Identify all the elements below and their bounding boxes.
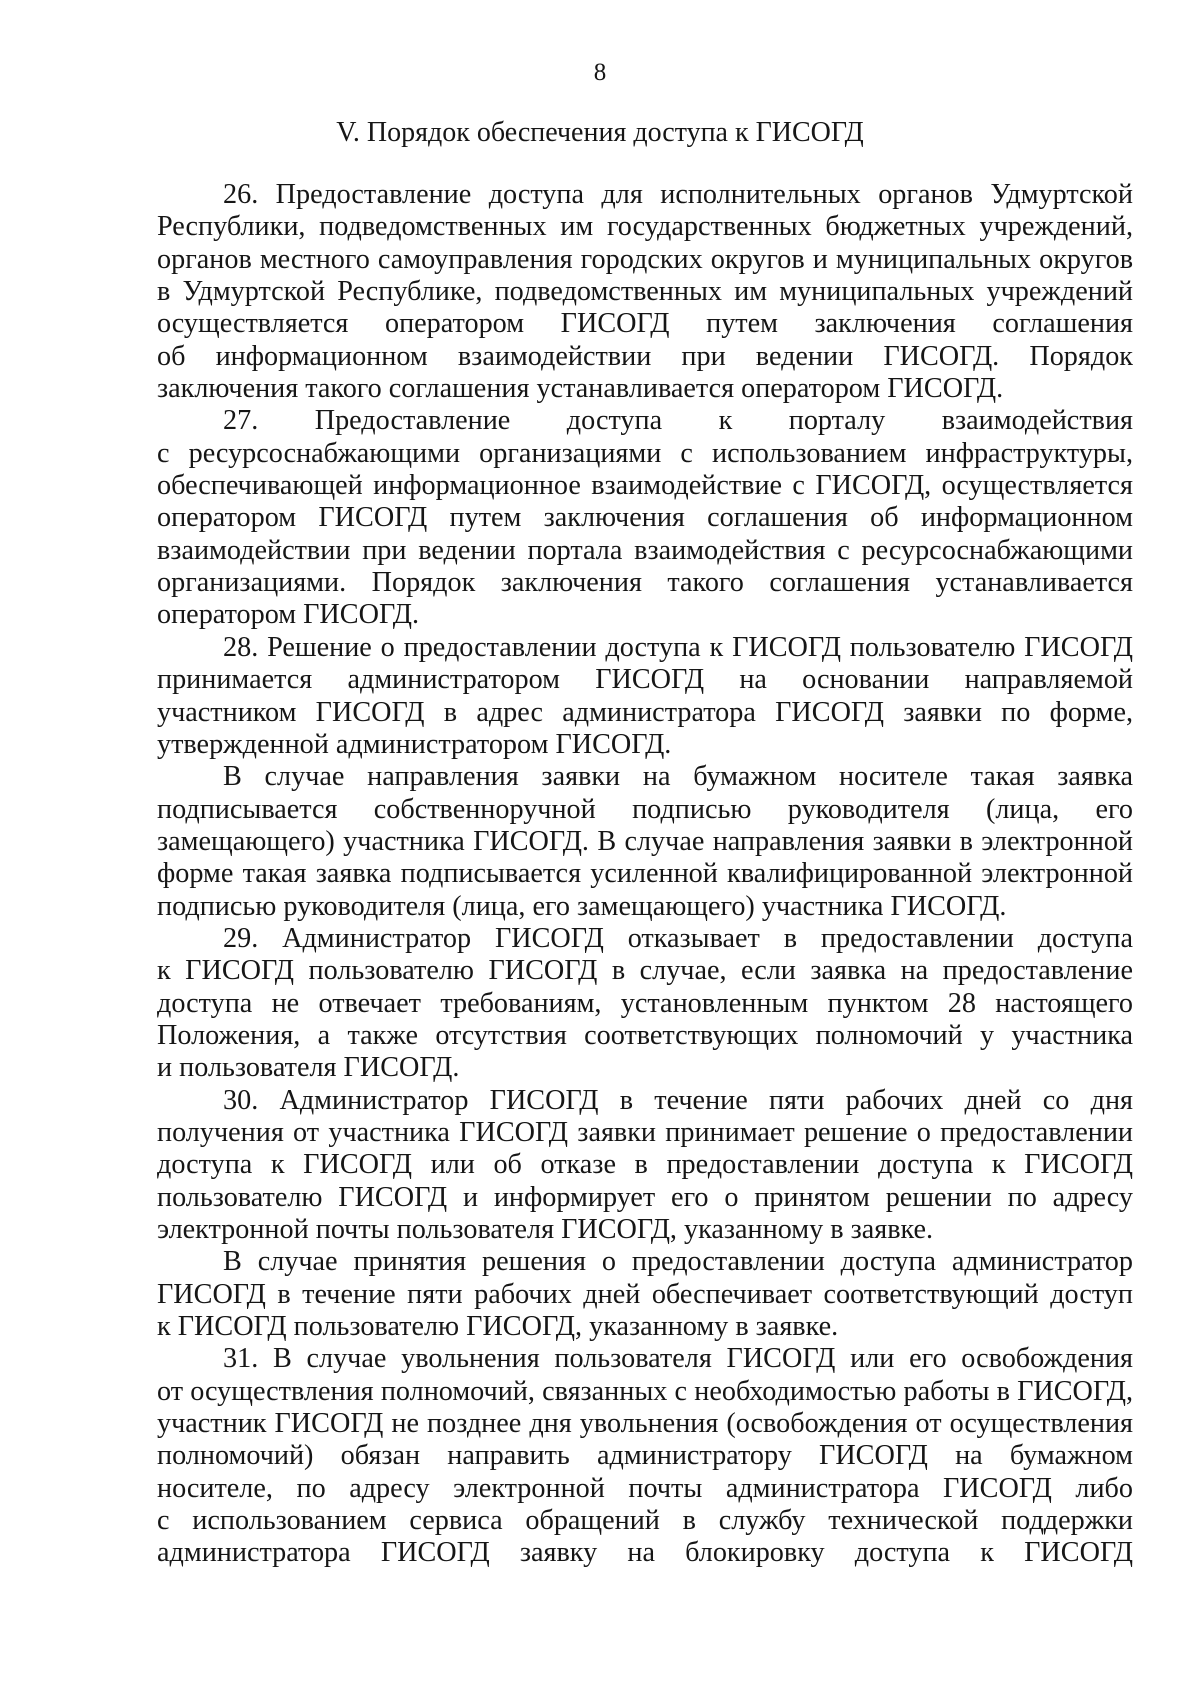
paragraph-line: участник ГИСОГД не позднее дня увольнения (освобождения от осуществления [157,1408,1133,1440]
paragraph-line: 27. Предоставление доступа к порталу взаимодействия [223,405,1133,437]
paragraph-line: к ГИСОГД пользователю ГИСОГД в случае, если заявка на предоставление [157,955,1133,987]
paragraph-line: доступа не отвечает требованиям, установленным пунктом 28 настоящего [157,987,1133,1019]
paragraph-line: 26. Предоставление доступа для исполнительных органов Удмуртской [223,179,1133,210]
paragraph-line: полномочий) обязан направить администратору ГИСОГД на бумажном [157,1440,1133,1472]
paragraph-line: оператором ГИСОГД путем заключения соглашения об информационном [157,502,1133,534]
paragraph-line: форме такая заявка подписывается усиленной квалифицированной электронной [157,858,1133,890]
paragraph-line: подписывается собственноручной подписью руководителя (лица, его [157,793,1133,825]
page-number: 8 [593,59,607,86]
paragraph-line: носителе, по адресу электронной почты администратора ГИСОГД либо [157,1472,1133,1504]
paragraph-line: администратора ГИСОГД заявку на блокировку доступа к ГИСОГД [157,1537,1133,1569]
paragraph-line: утвержденной администратором ГИСОГД. [157,728,672,760]
paragraph-line: обеспечивающей информационное взаимодействие с ГИСОГД, осуществляется [157,470,1133,502]
paragraph-line: в Удмуртской Республике, подведомственных им муниципальных учреждений [157,276,1133,308]
paragraph-line: 30. Администратор ГИСОГД в течение пяти рабочих дней со дня [223,1084,1133,1116]
paragraph-line: с ресурсоснабжающими организациями с использованием инфраструктуры, [157,437,1133,469]
paragraph [157,405,1133,631]
paragraph-line: с использованием сервиса обращений в службу технической поддержки [157,1505,1133,1537]
paragraph-line: 31. В случае увольнения пользователя ГИСОГД или его освобождения [223,1343,1133,1375]
paragraph-line: к ГИСОГД пользователю ГИСОГД, указанному в заявке. [157,1311,839,1343]
paragraph-line: В случае принятия решения о предоставлении доступа администратор [223,1246,1133,1278]
paragraph [157,923,1133,1085]
paragraph-line: доступа к ГИСОГД или об отказе в предоставлении доступа к ГИСОГД [157,1149,1133,1181]
paragraph-line: взаимодействии при ведении портала взаимодействия с ресурсоснабжающими [157,534,1133,566]
paragraph-line: подписью руководителя (лица, его замещающего) участника ГИСОГД. [157,890,1007,922]
paragraph-line: и пользователя ГИСОГД. [157,1052,460,1084]
paragraph-line: оператором ГИСОГД. [157,599,420,631]
paragraph-line: 28. Решение о предоставлении доступа к ГИСОГД пользователю ГИСОГД [223,631,1133,663]
paragraph [157,1246,1133,1343]
section-title: V. Порядок обеспечения доступа к ГИСОГД [336,117,864,148]
paragraph-line: Республики, подведомственных им государственных бюджетных учреждений, [157,211,1133,243]
paragraph-line: ГИСОГД в течение пяти рабочих дней обеспечивает соответствующий доступ [157,1278,1133,1310]
paragraph-line: участником ГИСОГД в адрес администратора ГИСОГД заявки по форме, [157,696,1133,728]
paragraph-line: принимается администратором ГИСОГД на основании направляемой [157,664,1133,696]
paragraph-line: пользователю ГИСОГД и информирует его о принятом решении по адресу [157,1181,1133,1213]
paragraph-line: организациями. Порядок заключения такого соглашения устанавливается [157,567,1133,599]
paragraph [157,1343,1133,1569]
document-body [157,179,1133,1570]
paragraph-line: осуществляется оператором ГИСОГД путем заключения соглашения [157,308,1133,340]
paragraph [157,632,1133,761]
paragraph [157,179,1133,405]
paragraph-line: замещающего) участника ГИСОГД. В случае направления заявки в электронной [157,825,1133,857]
paragraph-line: Положения, а также отсутствия соответствующих полномочий у участника [157,1019,1133,1051]
paragraph-line: органов местного самоуправления городских округов и муниципальных округов [157,243,1133,275]
paragraph-line: получения от участника ГИСОГД заявки принимает решение о предоставлении [157,1116,1133,1148]
paragraph-line: от осуществления полномочий, связанных с необходимостью работы в ГИСОГД, [157,1375,1133,1407]
paragraph-line: заключения такого соглашения устанавливается оператором ГИСОГД. [157,373,1004,405]
paragraph-line: В случае направления заявки на бумажном носителе такая заявка [223,761,1133,793]
paragraph-line: 29. Администратор ГИСОГД отказывает в предоставлении доступа [223,922,1133,954]
paragraph [157,1085,1133,1247]
paragraph-line: об информационном взаимодействии при ведении ГИСОГД. Порядок [157,340,1133,372]
paragraph [157,761,1133,923]
paragraph-line: электронной почты пользователя ГИСОГД, указанному в заявке. [157,1214,934,1245]
